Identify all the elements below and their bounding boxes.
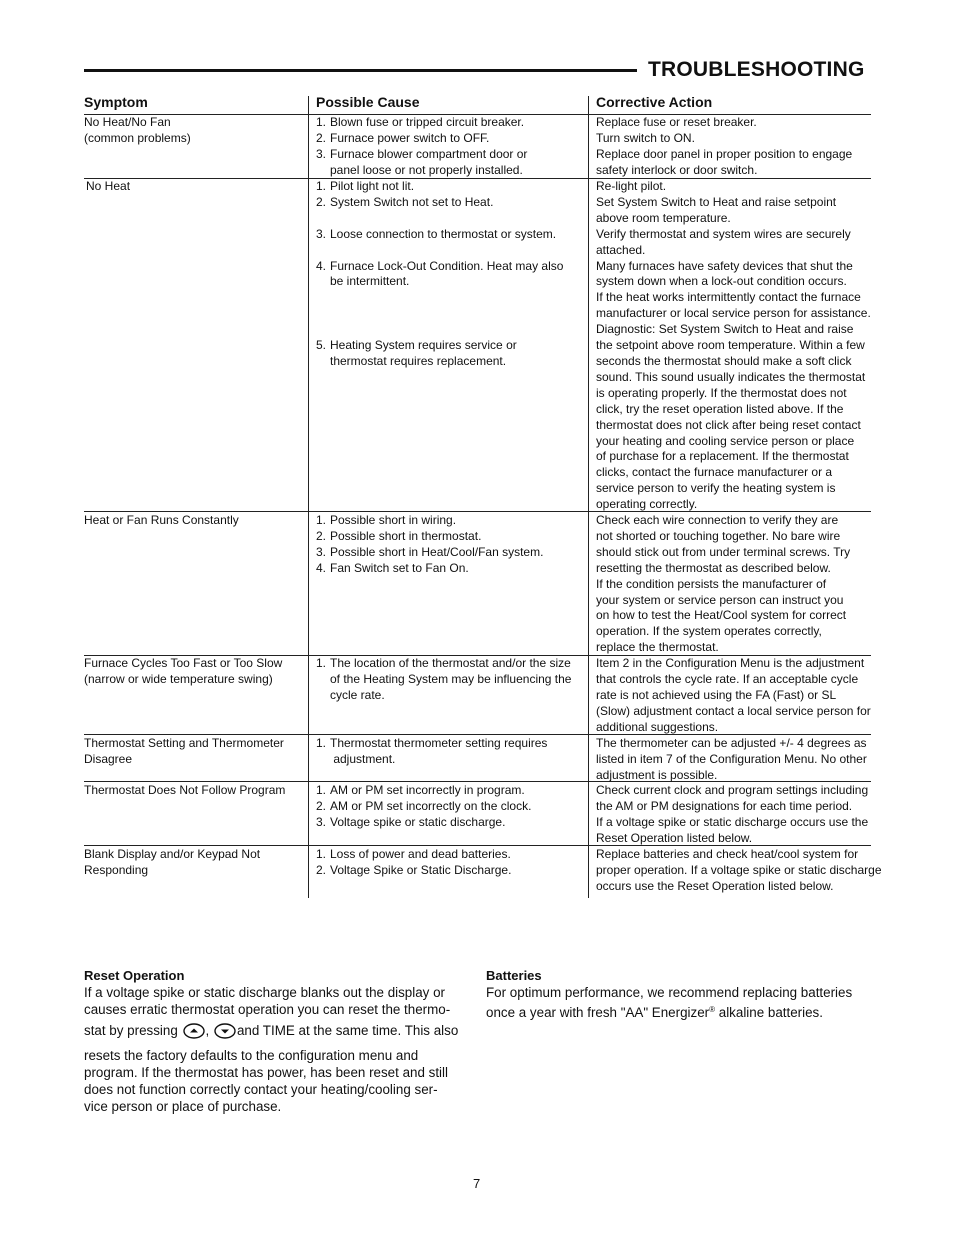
reset-line: program. If the thermostat has power, has been reset and still (84, 1064, 448, 1080)
cause-line: adjustment. (330, 751, 396, 766)
action-line: rate is not achieved using the FA (Fast) or SL (596, 687, 837, 702)
page-number: 7 (473, 1176, 481, 1191)
title-rule (84, 69, 637, 72)
cause-line: 3. Furnace blower compartment door or (316, 146, 528, 161)
symptom-cell (84, 783, 285, 799)
action-cell (596, 179, 871, 513)
reset-line-text: and TIME at the same time. This also (236, 1022, 459, 1038)
batteries-line-text: once a year with fresh "AA" Energizer (486, 1005, 710, 1021)
action-line: (Slow) adjustment contact a local service person for (596, 703, 871, 718)
cause-line: be intermittent. (330, 274, 410, 289)
cause-cell (316, 513, 543, 577)
action-line: thermostat does not click after being reset contact (596, 417, 861, 432)
action-line: seconds the thermostat should make a soft click (596, 353, 852, 368)
symptom-cell (84, 656, 282, 688)
action-line: resetting the thermostat as described below. (596, 560, 831, 575)
action-line: the AM or PM designations for each time period. (596, 798, 853, 813)
action-line: Verify thermostat and system wires are securely (596, 226, 851, 241)
column-header-cause: Possible Cause (316, 94, 420, 110)
cause-line: 1. Blown fuse or tripped circuit breaker. (316, 115, 525, 129)
cause-line: cycle rate. (330, 687, 385, 702)
action-line: Check current clock and program settings including (596, 783, 869, 797)
cause-line: 4. Furnace Lock-Out Condition. Heat may also (316, 258, 564, 273)
action-line: that controls the cycle rate. If an acceptable cycle (596, 671, 859, 686)
cause-line: 1. Possible short in wiring. (316, 513, 457, 527)
symptom-line: No Heat (86, 179, 131, 193)
symptom-line: Furnace Cycles Too Fast or Too Slow (84, 656, 283, 670)
cause-line: 2. Furnace power switch to OFF. (316, 130, 490, 145)
action-line: Turn switch to ON. (596, 130, 695, 145)
cause-cell (316, 115, 527, 179)
action-line: attached. (596, 242, 646, 257)
action-line: your heating and cooling service person or place (596, 433, 855, 448)
cause-line: 1. AM or PM set incorrectly in program. (316, 783, 525, 797)
action-line: sound. This sound usually indicates the thermostat (596, 369, 866, 384)
symptom-cell (84, 847, 260, 879)
batteries-paragraph (486, 984, 871, 1022)
action-line: Diagnostic: Set System Switch to Heat and raise (596, 322, 854, 337)
action-line: the setpoint above room temperature. Within a few (596, 338, 865, 353)
symptom-line: Heat or Fan Runs Constantly (84, 513, 239, 527)
action-line: operating correctly. (596, 497, 698, 512)
column-header-action: Corrective Action (596, 94, 713, 110)
action-line: Set System Switch to Heat and raise setpoint (596, 194, 837, 209)
reset-line-text: stat by pressing (84, 1022, 178, 1038)
cause-cell (316, 783, 531, 831)
cause-line: 3. Possible short in Heat/Cool/Fan system. (316, 544, 544, 559)
cause-line (316, 306, 563, 322)
action-line: additional suggestions. (596, 719, 719, 734)
cause-line (316, 290, 563, 306)
action-line: proper operation. If a voltage spike or static discharge (596, 862, 882, 877)
batteries-line: For optimum performance, we recommend replacing batteries (486, 985, 853, 1000)
cause-line: 2. AM or PM set incorrectly on the clock. (316, 798, 532, 813)
reset-line: causes erratic thermostat operation you can reset the thermo- (84, 1002, 451, 1018)
action-line: If the condition persists the manufacturer of (596, 576, 827, 591)
action-line: clicks, contact the furnace manufacturer or a (596, 465, 833, 480)
cause-line: 1. Pilot light not lit. (316, 179, 415, 193)
action-cell (596, 736, 867, 784)
cause-line (316, 211, 563, 227)
column-header-symptom: Symptom (84, 94, 148, 110)
action-line: occurs use the Reset Operation listed below. (596, 878, 834, 893)
action-line: The thermometer can be adjusted +/- 4 degrees as (596, 736, 867, 750)
action-cell (596, 656, 871, 736)
reset-paragraph (84, 984, 468, 1116)
cause-line: 3. Loose connection to thermostat or system. (316, 226, 557, 241)
action-cell (596, 847, 882, 895)
action-line: Re-light pilot. (596, 179, 667, 193)
symptom-cell (86, 179, 130, 195)
column-divider (588, 96, 589, 898)
symptom-cell (84, 513, 239, 529)
reset-line-sep: , (205, 1022, 210, 1038)
registered-mark: ® (709, 1005, 716, 1015)
action-line: your system or service person can instruct you (596, 592, 844, 607)
cause-line: 1. Thermostat thermometer setting requires (316, 736, 548, 750)
symptom-line: Responding (84, 862, 149, 877)
cause-cell (316, 656, 571, 704)
column-divider (308, 96, 309, 898)
action-line: should stick out from under terminal screws. Try (596, 544, 851, 559)
cause-line (316, 243, 563, 259)
symptom-line: Thermostat Setting and Thermometer (84, 736, 284, 750)
action-line: Item 2 in the Configuration Menu is the adjustment (596, 656, 865, 670)
action-cell (596, 115, 852, 179)
reset-heading: Reset Operation (84, 968, 185, 983)
cause-cell (316, 179, 563, 370)
cause-line: of the Heating System may be influencing the (330, 671, 572, 686)
action-line: listed in item 7 of the Configuration Menu. No other (596, 751, 867, 766)
action-cell (596, 513, 850, 656)
action-line: safety interlock or door switch. (596, 162, 758, 177)
action-line: system down when a lock-out condition occurs. (596, 274, 847, 289)
down-arrow-button-icon (214, 1023, 236, 1047)
batteries-line-text: alkaline batteries. (715, 1005, 823, 1021)
symptom-line: (narrow or wide temperature swing) (84, 671, 273, 686)
action-line: operation. If the system operates correctly, (596, 624, 822, 639)
action-line: replace the thermostat. (596, 640, 719, 655)
up-arrow-button-icon (183, 1023, 205, 1047)
action-line: Check each wire connection to verify they are (596, 513, 839, 527)
action-line: not shorted or touching together. No bare wire (596, 528, 841, 543)
page-title: TROUBLESHOOTING (648, 58, 865, 81)
symptom-cell (84, 115, 191, 147)
action-cell (596, 783, 868, 847)
reset-line (84, 1019, 468, 1047)
symptom-line: No Heat/No Fan (84, 115, 171, 129)
cause-line: thermostat requires replacement. (330, 353, 507, 368)
cause-line: 2. Voltage Spike or Static Discharge. (316, 862, 512, 877)
symptom-line: Blank Display and/or Keypad Not (84, 847, 261, 861)
symptom-line: Thermostat Does Not Follow Program (84, 783, 286, 797)
action-line: adjustment is possible. (596, 767, 718, 782)
action-line: click, try the reset operation listed above. If the (596, 401, 844, 416)
action-line: Reset Operation listed below. (596, 830, 753, 845)
reset-line: resets the factory defaults to the configuration menu and (84, 1047, 419, 1063)
cause-line (316, 322, 563, 338)
action-line: Replace fuse or reset breaker. (596, 115, 757, 129)
action-line: of purchase for a replacement. If the thermostat (596, 449, 849, 464)
action-line: manufacturer or local service person for assistance. (596, 306, 871, 321)
action-line: If a voltage spike or static discharge occurs use the (596, 814, 869, 829)
action-line: is operating properly. If the thermostat does not (596, 385, 847, 400)
symptom-line: (common problems) (84, 130, 191, 145)
batteries-heading: Batteries (486, 968, 542, 983)
cause-line: 4. Fan Switch set to Fan On. (316, 560, 469, 575)
reset-line: If a voltage spike or static discharge blanks out the display or (84, 985, 445, 1000)
cause-line: 3. Voltage spike or static discharge. (316, 814, 506, 829)
symptom-line: Disagree (84, 751, 133, 766)
action-line: Many furnaces have safety devices that shut the (596, 258, 853, 273)
action-line: on how to test the Heat/Cool system for correct (596, 608, 847, 623)
cause-line: 2. System Switch not set to Heat. (316, 194, 494, 209)
cause-line: 5. Heating System requires service or (316, 338, 517, 353)
reset-line: does not function correctly contact your heating/cooling ser- (84, 1082, 438, 1098)
batteries-line (486, 1001, 871, 1021)
cause-line: panel loose or not properly installed. (330, 162, 523, 177)
action-line: above room temperature. (596, 210, 731, 225)
action-line: If the heat works intermittently contact the furnace (596, 290, 861, 305)
reset-line: vice person or place of purchase. (84, 1099, 282, 1115)
cause-cell (316, 736, 547, 768)
action-line: service person to verify the heating system is (596, 481, 836, 496)
symptom-cell (84, 736, 284, 768)
cause-line: 1. The location of the thermostat and/or the size (316, 656, 571, 670)
cause-line: 1. Loss of power and dead batteries. (316, 847, 511, 861)
cause-line: 2. Possible short in thermostat. (316, 528, 482, 543)
cause-cell (316, 847, 511, 879)
action-line: Replace batteries and check heat/cool system for (596, 847, 859, 861)
action-line: Replace door panel in proper position to engage (596, 146, 853, 161)
